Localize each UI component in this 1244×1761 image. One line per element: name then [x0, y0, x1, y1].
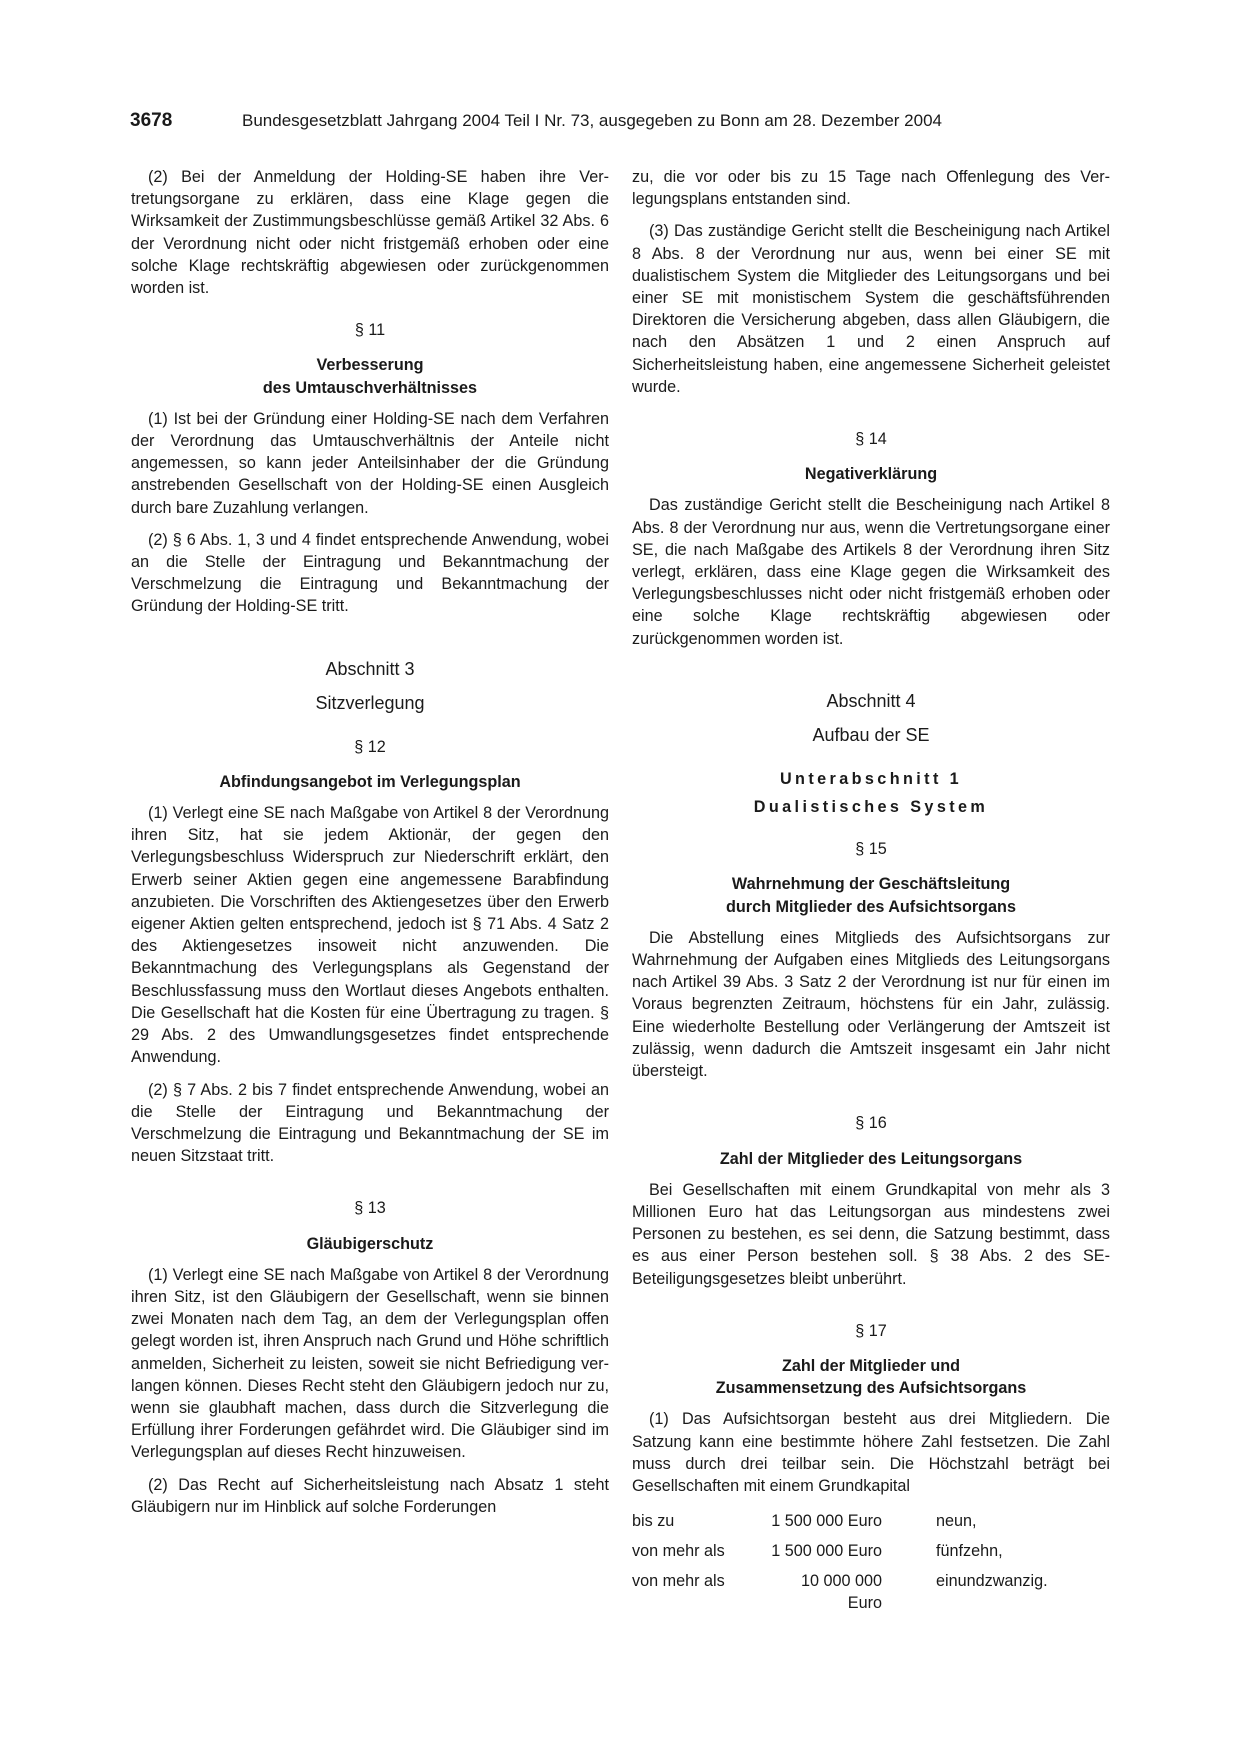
table-row — [632, 1507, 1110, 1537]
table-cell-qualifier: von mehr als — [632, 1542, 725, 1561]
right-column — [632, 166, 1110, 1619]
table-row — [632, 1567, 1110, 1619]
section-13-paragraph-3: (3) Das zuständige Gericht stellt die Bescheinigung nach Artikel 8 Abs. 8 der Verordnung nur aus, wenn bei einer SE mit dualistischem System die Mitglieder des Leitungsorgans und bei einer SE mit monistischem System die geschäftsführenden Direktoren die Versicherung abgeben, dass allen Gläubigern, die nach den Absätzen 1 und 2 einen Anspruch auf Sicherheitsleistung haben, eine angemessene Sicherheit geleistet wurde. — [632, 222, 1110, 396]
section-17-number: § 17 — [855, 1321, 887, 1340]
section-11-number: § 11 — [354, 321, 386, 340]
section-13-number: § 13 — [354, 1199, 386, 1218]
section-14-title: Negativerklärung — [804, 465, 938, 484]
table-cell-amount: 10 000 000 Euro — [800, 1572, 882, 1613]
section-17-title-line-1: Zahl der Mitglieder und — [781, 1356, 961, 1375]
chapter-4-name: Aufbau der SE — [812, 724, 930, 745]
section-12-paragraph-1: (1) Verlegt eine SE nach Maßgabe von Artikel 8 der Verordnung ihren Sitz, hat sie jedem Aktionär, der gegen den Verlegungsbeschluss Widerspruch zur Niederschrift erklärt, den Erwerb seiner Aktien gegen eine angemessene Barabfindung anzubieten. Die Vorschriften des Aktiengesetzes über den Erwerb eigener Aktien gelten entsprechend, jedoch ist § 71 Abs. 4 Satz 2 des Aktiengesetzes insoweit nicht anzuwenden. Die Bekanntmachung des Verlegungsplans als Gegenstand der Beschlussfassung muss den Wortlaut dieses Angebots enthalten. Die Gesellschaft hat die Kosten für eine Übertragung zu tragen. § 29 Abs. 2 des Umwandlungsgesetzes findet entsprechende Anwendung. — [131, 804, 609, 1067]
section-15-title-line-1: Wahrnehmung der Geschäftsleitung — [731, 875, 1011, 894]
page-number: 3678 — [130, 110, 173, 131]
paragraph-10-2: (2) Bei der Anmeldung der Holding-SE haben ihre Vertretungsorgane zu erklären, dass eine Klage gegen die Wirksamkeit der Zustimmungsbeschlüsse gemäß Artikel 32 Abs. 6 der Verordnung nicht oder nicht fristgemäß erhoben oder eine solche Klage rechtskräftig abgewiesen oder zurückgenommen worden ist. — [131, 168, 609, 298]
section-15-paragraph: Die Abstellung eines Mitglieds des Aufsichtsorgans zur Wahrnehmung der Aufgaben eines Mitglieds des Leitungsorgans nach Artikel 39 Abs. 3 Satz 2 der Verordnung ist nur für einen im Voraus begrenzten Zeitraum, höchstens für ein Jahr, zulässig. Eine wiederholte Bestellung oder Verlängerung der Amtszeit ist zulässig, wenn dadurch die Amtszeit insgesamt ein Jahr nicht übersteigt. — [632, 928, 1110, 1081]
table-cell-amount: 1 500 000 Euro — [771, 1512, 882, 1531]
section-16-paragraph: Bei Gesellschaften mit einem Grundkapital von mehr als 3 Millionen Euro hat das Leitungsorgan aus mindestens zwei Personen zu bestehen, es sei denn, die Satzung bestimmt, dass es aus einer Person bestehen soll. § 38 Abs. 2 des SE-Beteiligungsgesetzes bleibt unberührt. — [632, 1180, 1110, 1288]
left-column — [131, 166, 609, 1528]
section-16-number: § 16 — [855, 1114, 887, 1133]
section-17-paragraph-1: (1) Das Aufsichtsorgan besteht aus drei Mitgliedern. Die Satzung kann eine bestimmte höhere Zahl festsetzen. Die Zahl muss durch drei teilbar sein. Die Höchstzahl beträgt bei Gesellschaften mit einem Grundkapital — [632, 1410, 1110, 1495]
section-11-paragraph-2: (2) § 6 Abs. 1, 3 und 4 findet entsprechende Anwendung, wobei an die Stelle der Eintragung und Bekanntmachung der Verschmelzung die Eintragung und Bekanntmachung der Gründung der Holding-SE tritt. — [131, 530, 609, 616]
subchapter-1-heading: Unterabschnitt 1 — [779, 769, 963, 788]
section-14-paragraph: Das zuständige Gericht stellt die Bescheinigung nach Artikel 8 Abs. 8 der Verordnung nur aus, wenn die Vertretungsorgane einer SE, die nach Maßgabe des Artikels 8 der Verordnung ihren Sitz verlegt, erklären, dass eine Klage gegen die Wirksamkeit des Verlegungsbeschlusses nicht oder nicht fristgemäß erhoben oder eine solche Klage rechtskräftig abgewiesen oder zurückgenommen worden ist. — [632, 496, 1110, 648]
section-11-title — [131, 354, 609, 398]
table-cell-amount: 1 500 000 Euro — [771, 1542, 882, 1561]
table-cell-spacer — [888, 1507, 936, 1537]
table-cell-qualifier: von mehr als — [632, 1572, 725, 1591]
section-12-number: § 12 — [354, 737, 386, 756]
chapter-3-name: Sitzverlegung — [315, 692, 425, 713]
section-17-title — [632, 1355, 1110, 1399]
capital-threshold-table — [632, 1507, 1110, 1619]
section-13-paragraph-2: (2) Das Recht auf Sicherheitsleistung nach Absatz 1 steht Gläubigern nur im Hinblick auf solche Forderungen — [131, 1475, 609, 1516]
section-12-title: Abfindungsangebot im Verlegungsplan — [219, 772, 521, 791]
section-11-title-line-2: des Umtauschverhältnisses — [262, 378, 478, 397]
section-13-paragraph-2-continued: zu, die vor oder bis zu 15 Tage nach Offenlegung des Verlegungsplans entstanden sind. — [632, 168, 1110, 209]
section-13-title: Gläubigerschutz — [306, 1234, 434, 1253]
table-cell-member-count: neun, — [936, 1512, 977, 1531]
running-header: Bundesgesetzblatt Jahrgang 2004 Teil I Nr. 73, ausgegeben zu Bonn am 28. Dezember 2004 — [242, 111, 942, 130]
section-13-paragraph-1: (1) Verlegt eine SE nach Maßgabe von Artikel 8 der Verordnung ihren Sitz, ist den Gläubigern der Gesellschaft, wenn sie binnen zwei Monaten nach dem Tag, an dem der Verlegungsplan offen gelegt worden ist, ihren Anspruch nach Grund und Höhe schriftlich anmelden, Sicherheit zu leisten, soweit sie nicht Befriedigung verlangen können. Dieses Recht steht den Gläubigern jedoch nur zu, wenn sie glaubhaft machen, dass durch die Sitzverlegung die Erfüllung ihrer Forderungen gefährdet wird. Die Gläubiger sind im Verlegungsplan auf dieses Recht hinzuweisen. — [131, 1265, 609, 1462]
page-header — [130, 110, 1010, 138]
section-15-title — [632, 873, 1110, 917]
table-row — [632, 1537, 1110, 1567]
section-12-paragraph-2: (2) § 7 Abs. 2 bis 7 findet entsprechende Anwendung, wobei an die Stelle der Eintragung und Bekanntmachung der Verschmelzung die Eintragung und Bekanntmachung der SE im neuen Sitzstaat tritt. — [131, 1080, 609, 1166]
section-14-number: § 14 — [855, 430, 887, 449]
table-cell-spacer — [888, 1567, 936, 1619]
table-cell-member-count: einundzwanzig. — [936, 1572, 1048, 1591]
section-15-title-line-2: durch Mitglieder des Aufsichtsorgans — [726, 897, 1016, 916]
section-17-title-line-2: Zusammensetzung des Aufsichtsorgans — [715, 1379, 1027, 1398]
table-cell-member-count: fünfzehn, — [936, 1542, 1003, 1561]
section-15-number: § 15 — [855, 840, 887, 859]
subchapter-1-name: Dualistisches System — [753, 798, 989, 817]
chapter-3-heading: Abschnitt 3 — [325, 658, 415, 679]
section-16-title: Zahl der Mitglieder des Leitungsorgans — [719, 1149, 1023, 1168]
section-11-title-line-1: Verbesserung — [316, 356, 424, 375]
table-cell-qualifier: bis zu — [632, 1512, 675, 1531]
section-11-paragraph-1: (1) Ist bei der Gründung einer Holding-SE nach dem Verfahren der Verordnung das Umtauschverhältnis der Anteile nicht angemessen, so kann jeder Anteilsinhaber der die Gründung anstrebenden Gesellschaft von der Holding-SE einen Ausgleich durch bare Zuzahlung verlangen. — [131, 409, 609, 517]
chapter-4-heading: Abschnitt 4 — [826, 690, 916, 711]
table-cell-spacer — [888, 1537, 936, 1567]
